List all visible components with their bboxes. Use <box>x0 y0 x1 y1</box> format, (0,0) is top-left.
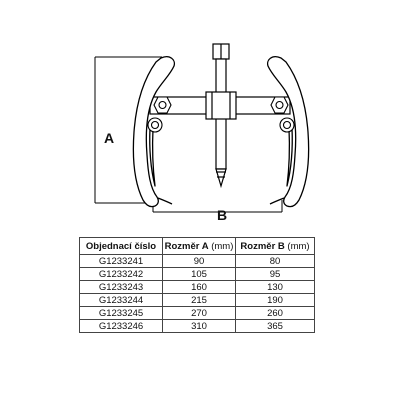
order-number-cell: G1233245 <box>80 307 163 320</box>
dimension-a-cell: 160 <box>163 281 236 294</box>
dimension-a-cell: 215 <box>163 294 236 307</box>
table-row <box>80 307 315 320</box>
dimension-a-cell: 90 <box>163 255 236 268</box>
order-number-cell: G1233243 <box>80 281 163 294</box>
header-order-number: Objednací číslo <box>80 238 163 255</box>
dimension-b-cell: 95 <box>236 268 315 281</box>
table-row <box>80 320 315 333</box>
order-number-cell: G1233242 <box>80 268 163 281</box>
dimension-a-cell: 270 <box>163 307 236 320</box>
dimension-b-cell: 260 <box>236 307 315 320</box>
table-row <box>80 255 315 268</box>
order-number-cell: G1233244 <box>80 294 163 307</box>
dimension-a-label: A <box>104 130 115 146</box>
dimension-b-cell: 80 <box>236 255 315 268</box>
dimension-b-cell: 365 <box>236 320 315 333</box>
dimension-a-cell: 310 <box>163 320 236 333</box>
dimension-b-cell: 130 <box>236 281 315 294</box>
header-dimension-a: Rozměr A (mm) <box>163 238 236 255</box>
bolt-left-upper <box>154 97 171 113</box>
table-row <box>80 268 315 281</box>
bolt-right-lower <box>280 118 294 132</box>
dimension-b-cell: 190 <box>236 294 315 307</box>
size-table <box>79 237 315 333</box>
table-row <box>80 281 315 294</box>
table-row <box>80 294 315 307</box>
table-header-row <box>80 238 315 255</box>
order-number-cell: G1233241 <box>80 255 163 268</box>
bolt-left-lower <box>148 118 162 132</box>
header-dimension-b: Rozměr B (mm) <box>236 238 315 255</box>
order-number-cell: G1233246 <box>80 320 163 333</box>
bolt-right-upper <box>271 97 288 113</box>
dimension-b-label: B <box>217 207 228 223</box>
dimension-a-cell: 105 <box>163 268 236 281</box>
